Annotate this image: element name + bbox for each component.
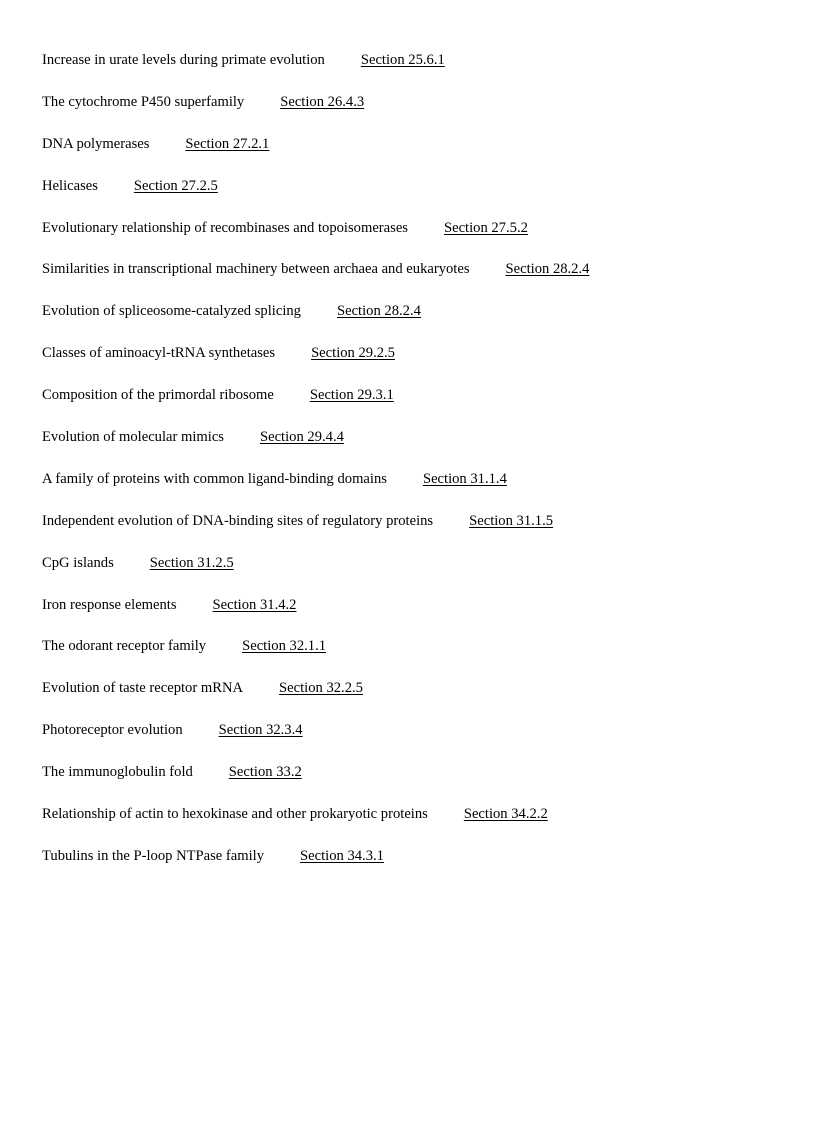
index-entry	[42, 511, 802, 553]
index-entry	[42, 385, 802, 427]
section-link[interactable]: Section 31.1.4	[422, 470, 507, 487]
entry-topic: Independent evolution of DNA-binding sites of regulatory proteins	[42, 512, 434, 529]
entry-topic: The cytochrome P450 superfamily	[42, 93, 245, 110]
section-link[interactable]: Section 34.2.2	[463, 806, 548, 823]
index-entry	[42, 678, 802, 720]
section-link[interactable]: Section 32.2.5	[279, 680, 363, 697]
section-link[interactable]: Section 31.4.2	[212, 596, 297, 613]
index-entry	[42, 762, 802, 804]
section-link[interactable]: Section 27.2.5	[133, 177, 218, 194]
index-entry	[42, 92, 802, 134]
section-link[interactable]: Section 28.2.4	[505, 261, 590, 278]
entry-topic: Photoreceptor evolution	[42, 722, 183, 739]
index-entry	[42, 259, 802, 301]
index-entry	[42, 804, 802, 846]
index-entry	[42, 636, 802, 678]
entry-topic: The odorant receptor family	[42, 638, 207, 655]
index-entry	[42, 176, 802, 218]
section-link[interactable]: Section 28.2.4	[336, 303, 421, 320]
section-link[interactable]: Section 31.1.5	[469, 512, 554, 529]
entry-topic: Evolution of taste receptor mRNA	[42, 680, 244, 697]
index-entry	[42, 301, 802, 343]
index-entry	[42, 469, 802, 511]
entry-topic: CpG islands	[42, 554, 114, 571]
section-link[interactable]: Section 34.3.1	[300, 847, 384, 864]
section-link[interactable]: Section 31.2.5	[149, 554, 234, 571]
entry-topic: Similarities in transcriptional machinery between archaea and eukaryotes	[42, 261, 470, 278]
entry-topic: A family of proteins with common ligand-binding domains	[42, 470, 387, 487]
index-entry	[42, 218, 802, 260]
entry-topic: Relationship of actin to hexokinase and other prokaryotic proteins	[42, 806, 428, 823]
entry-topic: Tubulins in the P-loop NTPase family	[42, 847, 265, 864]
index-entry	[42, 427, 802, 469]
index-entry	[42, 553, 802, 595]
entry-topic: Evolution of spliceosome-catalyzed splicing	[42, 303, 301, 320]
entry-topic: Evolution of molecular mimics	[42, 429, 224, 446]
entry-topic: Helicases	[42, 177, 98, 194]
index-entry	[42, 720, 802, 762]
index-entry	[42, 846, 802, 888]
section-link[interactable]: Section 29.3.1	[309, 387, 394, 404]
section-link[interactable]: Section 29.2.5	[311, 345, 395, 362]
entry-topic: The immunoglobulin fold	[42, 764, 193, 781]
section-index	[42, 50, 802, 888]
index-entry	[42, 134, 802, 176]
index-entry	[42, 343, 802, 385]
section-link[interactable]: Section 25.6.1	[360, 52, 445, 68]
section-link[interactable]: Section 26.4.3	[280, 93, 365, 110]
section-link[interactable]: Section 33.2	[228, 764, 302, 781]
section-link[interactable]: Section 27.5.2	[443, 219, 528, 236]
entry-topic: Iron response elements	[42, 596, 177, 613]
section-link[interactable]: Section 29.4.4	[259, 429, 344, 446]
section-link[interactable]: Section 27.2.1	[185, 135, 270, 152]
entry-topic: Increase in urate levels during primate evolution	[42, 52, 325, 68]
entry-topic: Evolutionary relationship of recombinases and topoisomerases	[42, 219, 408, 236]
index-entry	[42, 595, 802, 637]
index-entry	[42, 50, 802, 92]
entry-topic: Composition of the primordal ribosome	[42, 387, 274, 404]
entry-topic: DNA polymerases	[42, 135, 150, 152]
section-link[interactable]: Section 32.1.1	[242, 638, 327, 655]
entry-topic: Classes of aminoacyl-tRNA synthetases	[42, 345, 276, 362]
section-link[interactable]: Section 32.3.4	[218, 722, 303, 739]
